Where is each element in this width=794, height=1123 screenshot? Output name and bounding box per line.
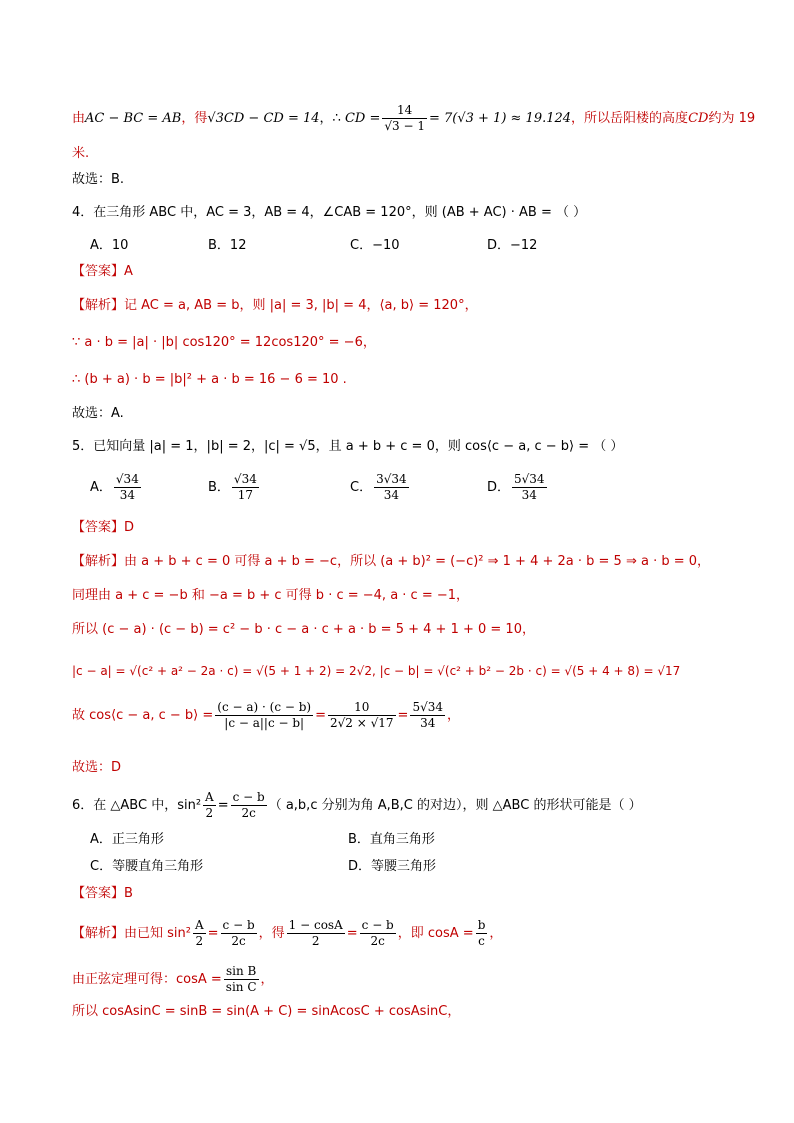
- question-4: 4．在三角形 ABC 中，AC = 3，AB = 4，∠CAB = 120°，则 (AB + AC) · AB = （ ）: [72, 205, 587, 220]
- fraction: $\frac{14}{√3 - 1}$: [384, 103, 425, 133]
- q6-option-d: D．等腰三角形: [348, 859, 437, 874]
- text: ，得: [181, 111, 208, 126]
- q6-option-a: A．正三角形: [90, 832, 164, 847]
- q6-analysis-2: 由正弦定理可得：cosA = $\frac{\text{sin B}}{\text{sin C}}$ ，: [72, 964, 274, 994]
- q5-option-d: D． $\frac{5√34}{34}$: [487, 472, 545, 502]
- q5-select: 故选：D: [72, 760, 122, 775]
- q6-analysis-1: 【解析】由已知 sin² $\frac{A}{2}$ = $\frac{c - b}{2c}$ ，得 $\frac{1 - \cos A}{2}$ = $\frac{c - b}{2c}$ ，即 cosA = $\frac{b}{c}$ ，: [72, 918, 503, 948]
- formula: CD =: [344, 111, 381, 126]
- q4-option-b: B．12: [208, 238, 247, 253]
- question-5: 5．已知向量 |a| = 1，|b| = 2，|c| = √5，且 a + b + c = 0，则 cos⟨c − a, c − b⟩ = （ ）: [72, 439, 624, 454]
- q5-analysis-4: |c − a| = √(c² + a² − 2a · c) = √(5 + 1 + 2) = 2√2, |c − b| = √(c² + b² − 2b · c) = √(5 + 4 + 8) = √17: [72, 664, 681, 678]
- q5-analysis-1: 【解析】由 a + b + c = 0 可得 a + b = −c，所以 (a + b)² = (−c)² ⇒ 1 + 4 + 2a · b = 5 ⇒ a · b = 0，: [72, 554, 711, 569]
- q4-option-a: A．10: [90, 238, 129, 253]
- q5-analysis-5: 故 cos⟨c − a, c − b⟩ = $\frac{(c - a) \cdot (c - b)}{|c - a||c - b|}$ = $\frac{10}{2√2 \times √17}$ = $\frac{5√34}{34}$ ，: [72, 700, 461, 730]
- text: 由: [72, 111, 86, 126]
- q6-analysis-3: 所以 cosAsinC = sinB = sin(A + C) = sinAcosC + cosAsinC，: [72, 1004, 461, 1019]
- q6-option-b: B．直角三角形: [348, 832, 435, 847]
- text: 约为 19: [708, 111, 756, 126]
- formula: CD: [688, 111, 709, 126]
- q6-answer: 【答案】B: [72, 886, 133, 901]
- text: ，∴: [319, 111, 341, 126]
- q4-option-c: C．−10: [350, 238, 400, 253]
- q5-analysis-3: 所以 (c − a) · (c − b) = c² − b · c − a · c + a · b = 5 + 4 + 1 + 0 = 10，: [72, 622, 535, 637]
- q5-option-b: B． $\frac{√34}{17}$: [208, 472, 257, 502]
- q5-answer: 【答案】D: [72, 520, 135, 535]
- question-6: 6．在 △ABC 中，sin² $\frac{A}{2}$ = $\frac{c - b}{2c}$ （ a,b,c 分别为角 A,B,C 的对边），则 △ABC 的形状可能是（ ）: [72, 790, 642, 820]
- q4-answer: 【答案】A: [72, 264, 133, 279]
- formula: √3CD − CD = 14: [207, 111, 320, 126]
- formula: = 7(√3 + 1) ≈ 19.124: [428, 111, 572, 126]
- solution-line-1: [72, 103, 755, 134]
- q5-analysis-2: 同理由 a + c = −b 和 −a = b + c 可得 b · c = −4, a · c = −1，: [72, 588, 470, 603]
- formula: AC − BC = AB: [85, 111, 182, 126]
- text: ，所以岳阳楼的高度: [571, 111, 689, 126]
- q4-select: 故选：A.: [72, 406, 124, 421]
- q4-analysis-3: ∴ (b + a) · b = |b|² + a · b = 16 − 6 = 10 .: [72, 372, 347, 387]
- q5-option-a: A． $\frac{√34}{34}$: [90, 472, 139, 502]
- q5-option-c: C． $\frac{3√34}{34}$: [350, 472, 407, 502]
- answer-select-3: 故选：B.: [72, 172, 125, 187]
- q4-option-d: D．−12: [487, 238, 538, 253]
- q4-analysis-1: 【解析】记 AC = a, AB = b，则 |a| = 3, |b| = 4，⟨a, b⟩ = 120°，: [72, 298, 478, 313]
- solution-line-2: 米.: [72, 146, 90, 161]
- q4-analysis-2: ∵ a · b = |a| · |b| cos120° = 12cos120° = −6，: [72, 335, 376, 350]
- q6-option-c: C．等腰直角三角形: [90, 859, 204, 874]
